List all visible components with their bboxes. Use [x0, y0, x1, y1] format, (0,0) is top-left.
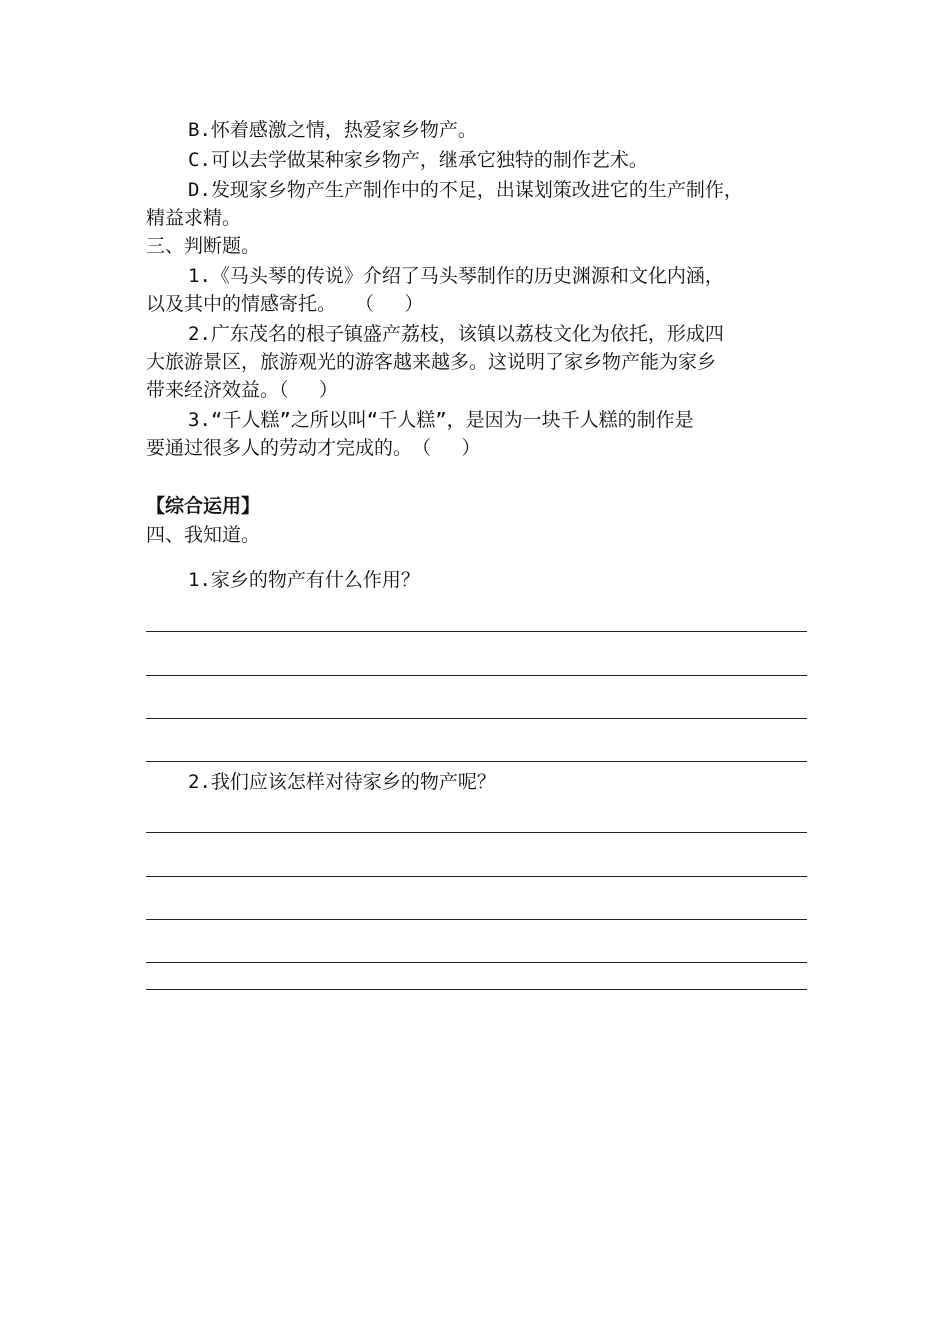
answer-line[interactable] [146, 631, 807, 632]
answer-line[interactable] [146, 761, 807, 762]
judge-q3-line2: 要通过很多人的劳动才完成的。 （ ） [146, 437, 481, 459]
judge-q2-line3: 带来经济效益。（ ） [146, 379, 338, 401]
know-q1: 1.家乡的物产有什么作用？ [188, 569, 420, 591]
answer-line[interactable] [146, 832, 807, 833]
judge-q1-line1: 1.《马头琴的传说》介绍了马头琴制作的历史渊源和文化内涵， [188, 265, 724, 287]
judge-q2-line1: 2.广东茂名的根子镇盛产荔枝，该镇以荔枝文化为依托，形成四 [188, 323, 724, 345]
judge-q3-line1: 3.“千人糕”之所以叫“千人糕”，是因为一块千人糕的制作是 [188, 409, 694, 431]
judge-q2-line2: 大旅游景区，旅游观光的游客越来越多。这说明了家乡物产能为家乡 [146, 351, 717, 373]
answer-line[interactable] [146, 962, 807, 963]
answer-line[interactable] [146, 989, 807, 990]
answer-line[interactable] [146, 919, 807, 920]
comprehensive-heading: 【综合运用】 [146, 495, 261, 517]
answer-line[interactable] [146, 876, 807, 877]
answer-line[interactable] [146, 718, 807, 719]
know-q2: 2.我们应该怎样对待家乡的物产呢？ [188, 771, 496, 793]
section-four-title: 四、我知道。 [146, 524, 261, 546]
answer-line[interactable] [146, 675, 807, 676]
option-d-line1: D.发现家乡物产生产制作中的不足，出谋划策改进它的生产制作， [188, 179, 743, 201]
section-three-title: 三、判断题。 [146, 235, 261, 257]
option-d-line2: 精益求精。 [146, 207, 242, 229]
option-b: B.怀着感激之情，热爱家乡物产。 [188, 119, 477, 141]
judge-q1-line2: 以及其中的情感寄托。 （ ） [146, 293, 424, 315]
option-c: C.可以去学做某种家乡物产，继承它独特的制作艺术。 [188, 149, 648, 171]
